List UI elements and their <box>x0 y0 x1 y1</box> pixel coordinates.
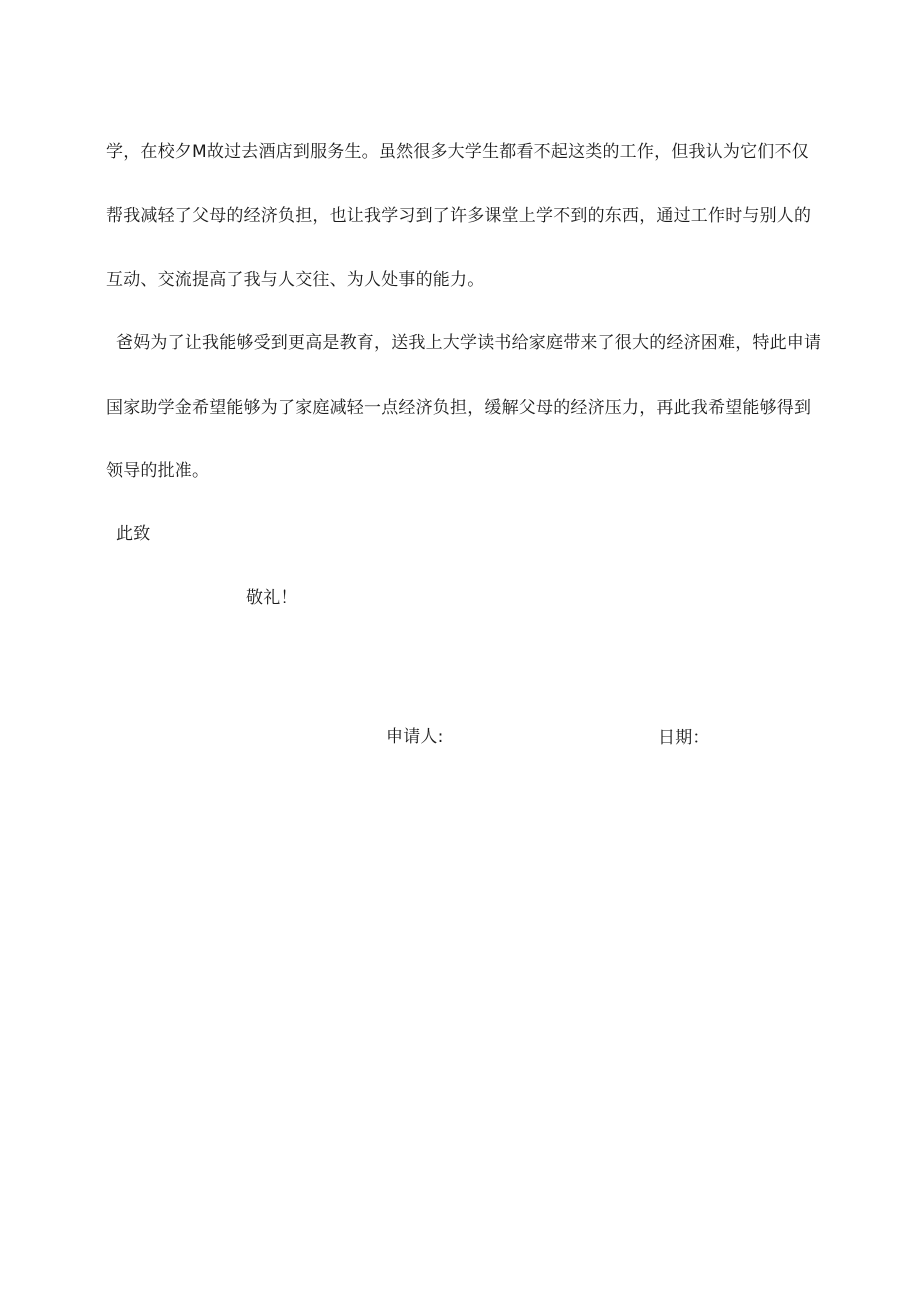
paragraph2-line2: 国家助学金希望能够为了家庭减轻一点经济负担，缓解父母的经济压力，再此我希望能够得到 <box>106 398 812 418</box>
closing-regards: 敬礼！ <box>246 588 298 608</box>
paragraph2-line3: 领导的批准。 <box>106 461 210 481</box>
closing-salutation: 此致 <box>116 524 151 544</box>
paragraph1-line2: 帮我减轻了父母的经济负担，也让我学习到了许多课堂上学不到的东西，通过工作时与别人的 <box>106 206 812 226</box>
paragraph1-line3: 互动、交流提高了我与人交往、为人处事的能力。 <box>106 270 485 290</box>
applicant-label: 申请人: <box>386 727 444 747</box>
date-label: 日期： <box>658 728 710 748</box>
paragraph2-line1: 爸妈为了让我能够受到更高是教育，送我上大学读书给家庭带来了很大的经济困难，特此申请 <box>116 333 822 353</box>
paragraph1-line1: 学，在校夕M故过去酒店到服务生。虽然很多大学生都看不起这类的工作，但我认为它们不仅 <box>106 142 809 162</box>
